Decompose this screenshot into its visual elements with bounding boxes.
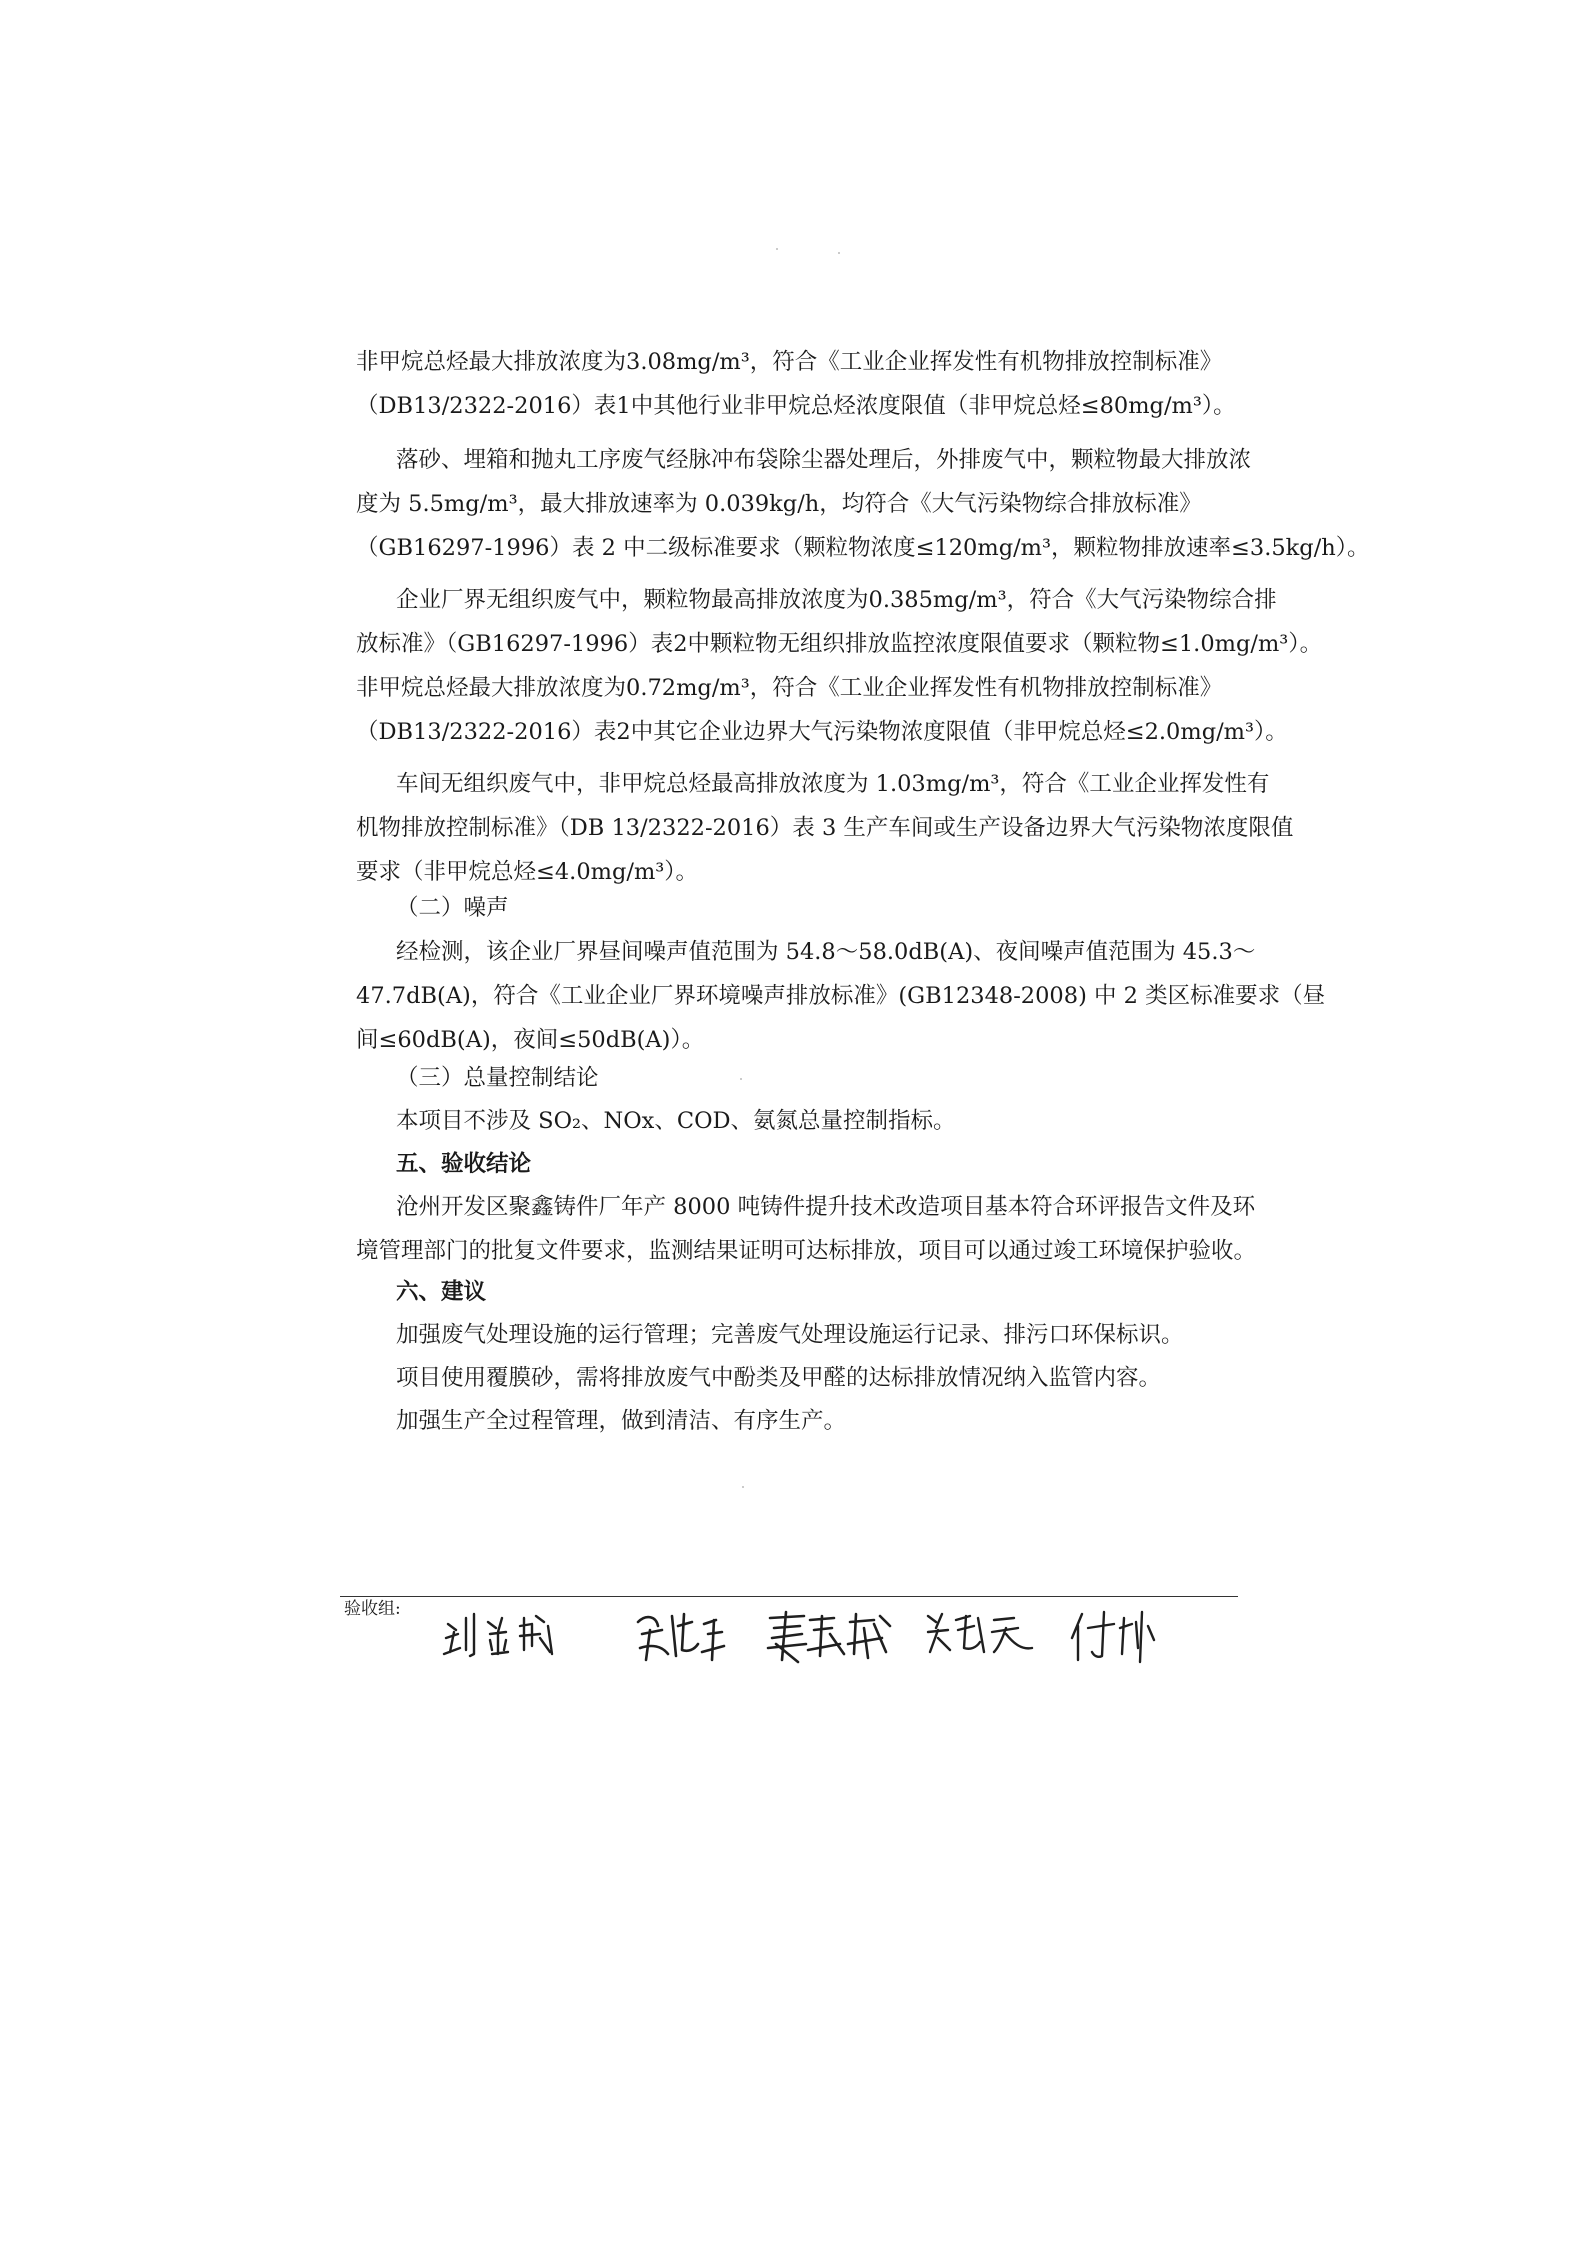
text-line: 放标准》（GB16297-1996）表2中颗粒物无组织排放监控浓度限值要求（颗粒物≤1.0mg/m³）。 <box>356 631 1323 657</box>
text-line: （DB13/2322-2016）表1中其他行业非甲烷总烃浓度限值（非甲烷总烃≤80mg/m³）。 <box>356 393 1236 419</box>
handwritten-signature-5 <box>1068 1604 1188 1668</box>
scan-speck <box>838 252 840 254</box>
text-line: 车间无组织废气中，非甲烷总烃最高排放浓度为 1.03mg/m³，符合《工业企业挥发性有 <box>396 771 1270 797</box>
text-line: 经检测，该企业厂界昼间噪声值范围为 54.8～58.0dB(A)、夜间噪声值范围为 45.3～ <box>396 939 1256 965</box>
text-line: 度为 5.5mg/m³，最大排放速率为 0.039kg/h，均符合《大气污染物综合排放标准》 <box>356 491 1202 517</box>
text-line: 企业厂界无组织废气中，颗粒物最高排放浓度为0.385mg/m³，符合《大气污染物综合排 <box>396 587 1277 613</box>
text-line: 非甲烷总烃最大排放浓度为0.72mg/m³，符合《工业企业挥发性有机物排放控制标准》 <box>356 675 1223 701</box>
paragraph-noise <box>356 930 1326 1062</box>
signature-label: 验收组: <box>344 1599 401 1619</box>
section-heading-noise: （二）噪声 <box>396 895 509 921</box>
section-heading-conclusion: 五、验收结论 <box>396 1151 532 1177</box>
paragraph-particulate-organized <box>356 438 1370 570</box>
text-line: 沧州开发区聚鑫铸件厂年产 8000 吨铸件提升技术改造项目基本符合环评报告文件及环 <box>396 1194 1256 1220</box>
paragraph-total-control: 本项目不涉及 SO₂、NOx、COD、氨氮总量控制指标。 <box>396 1108 956 1134</box>
text-line: 要求（非甲烷总烃≤4.0mg/m³）。 <box>356 859 699 885</box>
handwritten-signature-4 <box>922 1604 1062 1664</box>
paragraph-nmhc-organized <box>356 340 1236 428</box>
section-heading-total-control: （三）总量控制结论 <box>396 1065 599 1091</box>
paragraph-conclusion <box>356 1185 1257 1273</box>
text-line: 机物排放控制标准》（DB 13/2322-2016）表 3 生产车间或生产设备边界大气污染物浓度限值 <box>356 815 1294 841</box>
text-line: 47.7dB(A)，符合《工业企业厂界环境噪声排放标准》(GB12348-2008) 中 2 类区标准要求（昼 <box>356 983 1326 1009</box>
section-heading-suggestions: 六、建议 <box>396 1279 487 1305</box>
paragraph-boundary-fugitive <box>356 578 1323 754</box>
scan-speck <box>742 1486 744 1488</box>
text-line: 落砂、埋箱和抛丸工序废气经脉冲布袋除尘器处理后，外排废气中，颗粒物最大排放浓 <box>396 447 1252 473</box>
suggestion-item: 加强生产全过程管理，做到清洁、有序生产。 <box>396 1408 847 1434</box>
scan-speck <box>776 248 778 250</box>
scan-speck <box>740 1078 742 1080</box>
suggestion-item: 项目使用覆膜砂，需将排放废气中酚类及甲醛的达标排放情况纳入监管内容。 <box>396 1365 1162 1391</box>
suggestion-item: 加强废气处理设施的运行管理；完善废气处理设施运行记录、排污口环保标识。 <box>396 1322 1184 1348</box>
text-line: 境管理部门的批复文件要求，监测结果证明可达标排放，项目可以通过竣工环境保护验收。 <box>356 1238 1257 1264</box>
handwritten-signature-3 <box>764 1604 924 1668</box>
text-line: 间≤60dB(A)，夜间≤50dB(A)）。 <box>356 1027 705 1053</box>
signature-divider <box>340 1596 1238 1597</box>
text-line: 非甲烷总烃最大排放浓度为3.08mg/m³，符合《工业企业挥发性有机物排放控制标准》 <box>356 349 1223 375</box>
text-line: （DB13/2322-2016）表2中其它企业边界大气污染物浓度限值（非甲烷总烃≤2.0mg/m³）。 <box>356 719 1288 745</box>
handwritten-signature-1 <box>440 1604 570 1664</box>
text-line: （GB16297-1996）表 2 中二级标准要求（颗粒物浓度≤120mg/m³，颗粒物排放速率≤3.5kg/h）。 <box>356 535 1370 561</box>
paragraph-workshop-fugitive <box>356 762 1294 894</box>
